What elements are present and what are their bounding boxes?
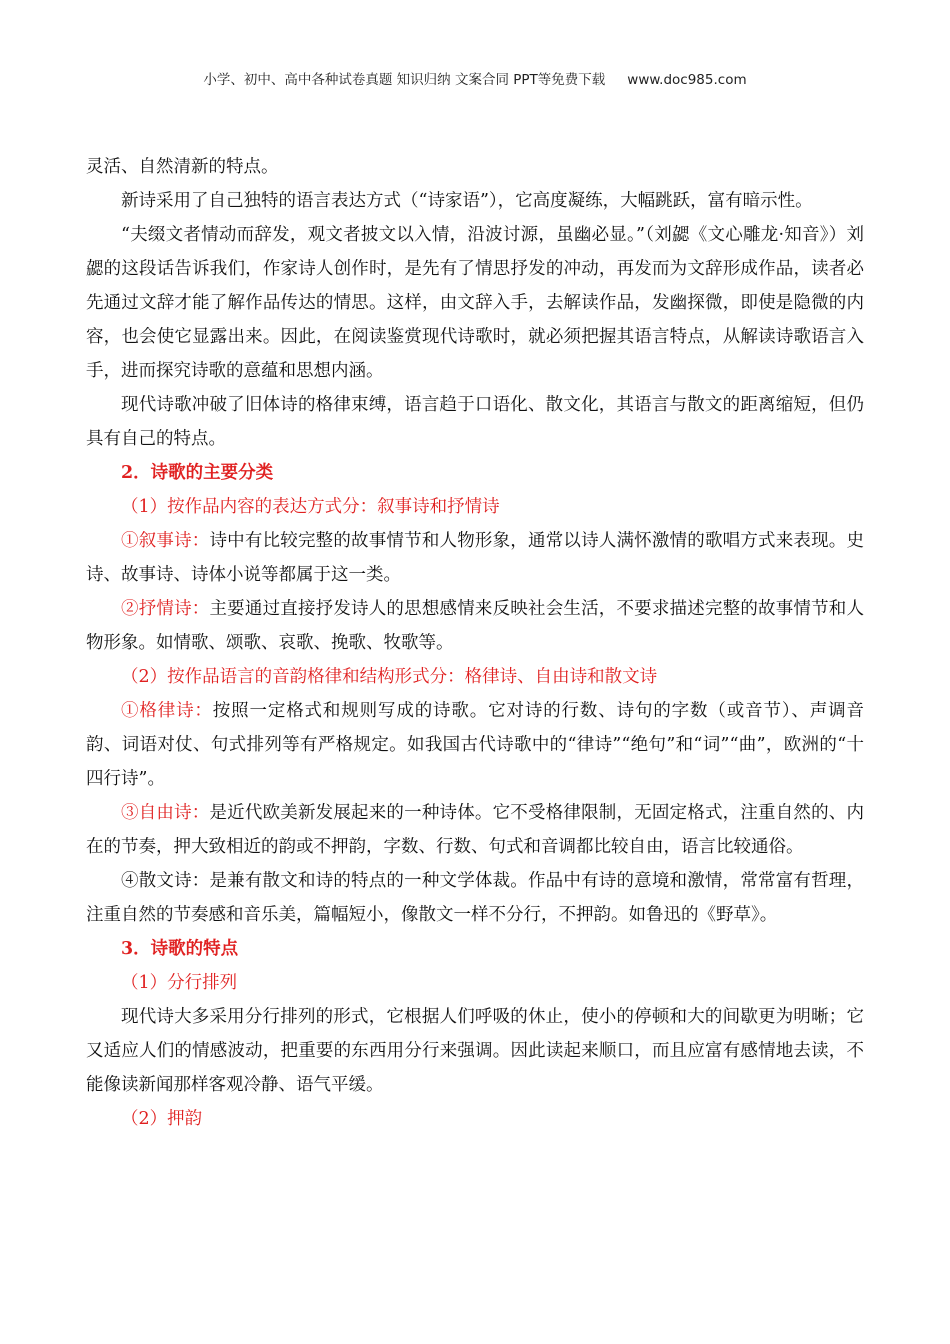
paragraph	[86, 796, 864, 864]
section-heading: 3．诗歌的特点	[121, 939, 239, 959]
header-text: 小学、初中、高中各种试卷真题 知识归纳 文案合同 PPT等免费下载	[203, 72, 606, 88]
term-text: 诗中有比较完整的故事情节和人物形象，通常以诗人满怀激情的歌唱方式来表现。史诗、故事诗、诗体小说等都属于这一类。	[86, 531, 865, 585]
document-body	[86, 150, 864, 1136]
paragraph: 新诗采用了自己独特的语言表达方式（“诗家语”），它高度凝练，大幅跳跃，富有暗示性。	[121, 191, 813, 211]
subsection-heading: （2）按作品语言的音韵格律和结构形式分：格律诗、自由诗和散文诗	[121, 667, 658, 687]
paragraph	[86, 694, 864, 796]
subsection-heading: （2）押韵	[121, 1109, 203, 1129]
paragraph: ④散文诗：是兼有散文和诗的特点的一种文学体裁。作品中有诗的意境和激情，常常富有哲理，注重自然的节奏感和音乐美，篇幅短小，像散文一样不分行，不押韵。如鲁迅的《野草》。	[86, 871, 864, 925]
term-text: 按照一定格式和规则写成的诗歌。它对诗的行数、诗句的字数（或音节）、声调音韵、词语对仗、句式排列等有严格规定。如我国古代诗歌中的“律诗”“绝句”和“词”“曲”，欧洲的“十四行诗”。	[86, 701, 864, 789]
page-header	[0, 68, 950, 88]
paragraph: 现代诗歌冲破了旧体诗的格律束缚，语言趋于口语化、散文化，其语言与散文的距离缩短，但仍具有自己的特点。	[86, 395, 864, 449]
term-label: ①格律诗：	[121, 701, 213, 721]
term-label: ③自由诗：	[121, 803, 210, 823]
header-url[interactable]: www.doc985.com	[627, 72, 747, 88]
paragraph	[86, 524, 864, 592]
term-text: 主要通过直接抒发诗人的思想感情来反映社会生活，不要求描述完整的故事情节和人物形象。如情歌、颂歌、哀歌、挽歌、牧歌等。	[86, 599, 865, 653]
term-text: 是近代欧美新发展起来的一种诗体。它不受格律限制，无固定格式，注重自然的、内在的节奏，押大致相近的韵或不押韵，字数、行数、句式和音调都比较自由，语言比较通俗。	[86, 803, 865, 857]
paragraph: 灵活、自然清新的特点。	[86, 157, 279, 177]
section-heading: 2．诗歌的主要分类	[121, 463, 274, 483]
paragraph: 现代诗大多采用分行排列的形式，它根据人们呼吸的休止，使小的停顿和大的间歇更为明晰；它又适应人们的情感波动，把重要的东西用分行来强调。因此读起来顺口，而且应富有感情地去读，不能像读新闻那样客观冷静、语气平缓。	[86, 1007, 864, 1095]
term-label: ①叙事诗：	[121, 531, 210, 551]
paragraph: “夫缀文者情动而辞发，观文者披文以入情，沿波讨源，虽幽必显。”（刘勰《文心雕龙·知音》）刘勰的这段话告诉我们，作家诗人创作时，是先有了情思抒发的冲动，再发而为文辞形成作品，读者必先通过文辞才能了解作品传达的情思。这样，由文辞入手，去解读作品，发幽探微，即使是隐微的内容，也会使它显露出来。因此，在阅读鉴赏现代诗歌时，就必须把握其语言特点，从解读诗歌语言入手，进而探究诗歌的意蕴和思想内涵。	[86, 225, 864, 381]
term-label: ②抒情诗：	[121, 599, 210, 619]
paragraph	[86, 592, 864, 660]
subsection-heading: （1）分行排列	[121, 973, 238, 993]
subsection-heading: （1）按作品内容的表达方式分：叙事诗和抒情诗	[121, 497, 500, 517]
